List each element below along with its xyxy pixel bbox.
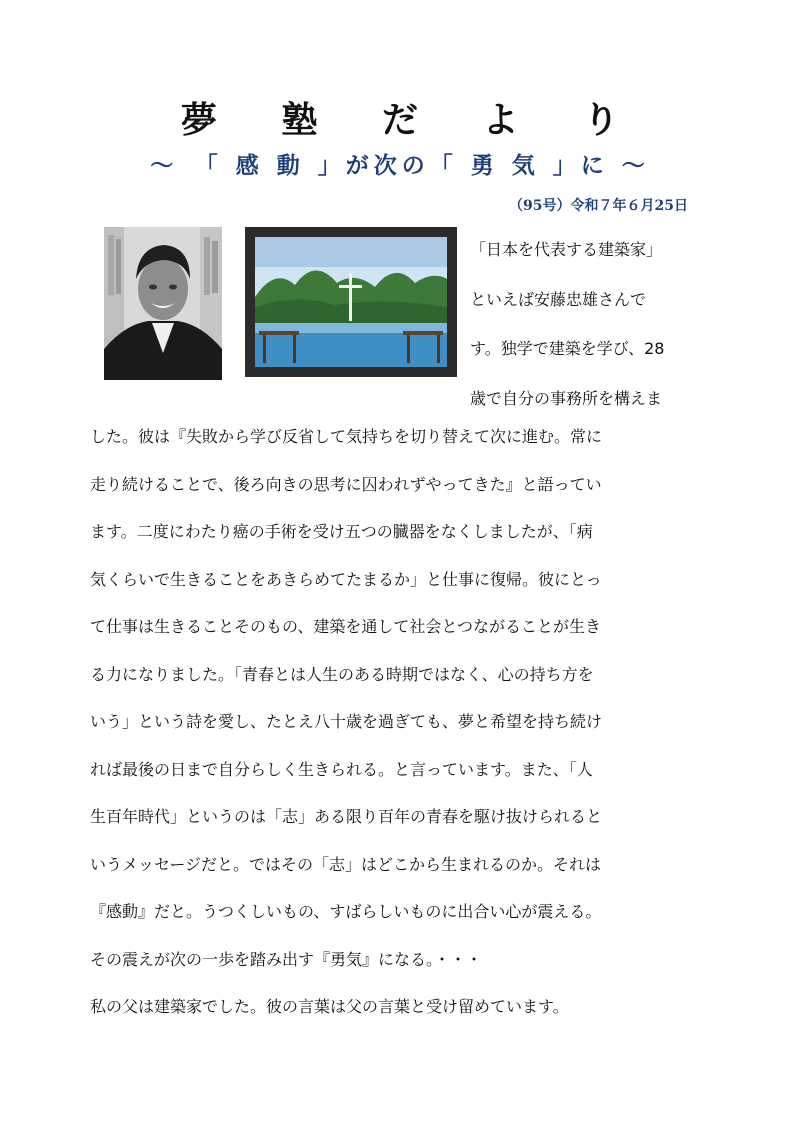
chapel-illustration: [245, 227, 457, 377]
article-intro: 「日本を代表する建築家」 といえば安藤忠雄さんで す。独学で建築を学び、28 歳で自分の事務所を構えま: [470, 240, 665, 408]
article-body: した。彼は『失敗から学び反省して気持ちを切り替えて次に進む。常に 走り続けることで、後ろ向きの思考に囚われずやってきた』と語ってい ます。二度にわたり癌の手術を受け五つの臓器をなくしましたが、「病 気くらいで生きることをあきらめてたまるか」と仕事に復帰。彼にとっ て仕事は生きることそのもの、建築を通して社会とつながることが生き る力になりました。「青春とは人生のある時期ではなく、心の持ち方を いう」という詩を愛し、たとえ八十歳を過ぎても、夢と希望を持ち続け れば最後の日まで自分らしく生きられる。と言っています。また、「人 生百年時代」というのは「志」ある限り百年の青春を駆け抜けられると いうメッセージだと。ではその「志」はどこから生まれるのか。それは 『感動』だと。うつくしいもの、すばらしいものに出合い心が震える。 その震えが次の一歩を踏み出す『勇気』になる。・・・ 私の父は建築家でした。彼の言葉は父の言葉と受け留めています。: [90, 427, 603, 1016]
portrait-illustration: [104, 227, 222, 380]
chapel-photo: [245, 227, 457, 377]
portrait-photo: [104, 227, 222, 380]
newsletter-subtitle: ～ 「 感 動 」が次の「 勇 気 」に ～: [150, 152, 650, 179]
newsletter-title: 夢 塾 だ よ り: [180, 99, 646, 141]
issue-date: （95号）令和７年６月25日: [509, 198, 688, 214]
